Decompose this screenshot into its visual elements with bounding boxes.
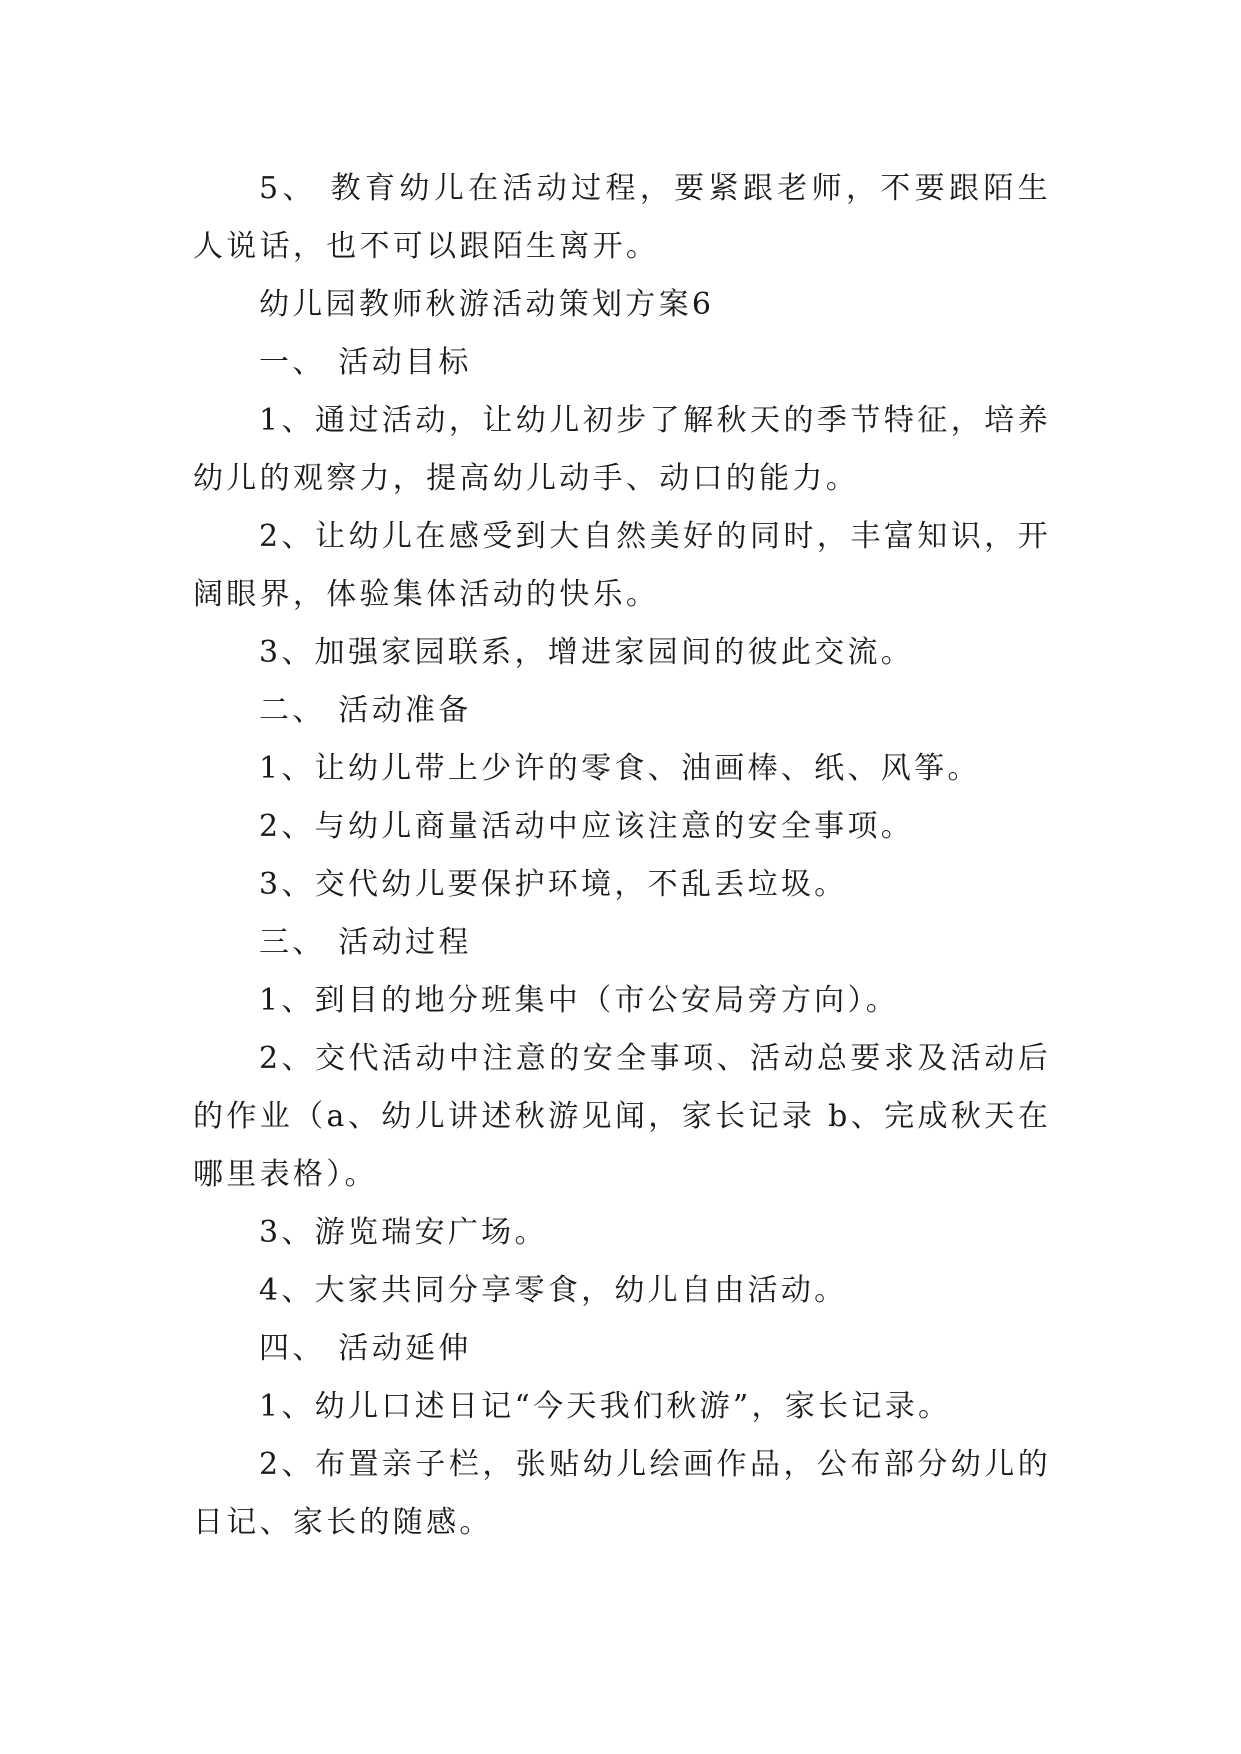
section-heading-process: 三、 活动过程 [259, 925, 472, 960]
section-heading-preparation: 二、 活动准备 [259, 693, 472, 728]
goal-item-3: 3、加强家园联系，增进家园间的彼此交流。 [259, 635, 915, 670]
process-item-4: 4、大家共同分享零食，幼儿自由活动。 [259, 1273, 848, 1308]
process-item-2: 2、交代活动中注意的安全事项、活动总要求及活动后的作业（a、幼儿讲述秋游见闻，家长记录 b、完成秋天在哪里表格）。 [193, 1041, 1051, 1192]
preparation-item-3: 3、交代幼儿要保护环境，不乱丢垃圾。 [259, 867, 848, 902]
preparation-item-2: 2、与幼儿商量活动中应该注意的安全事项。 [259, 809, 915, 844]
plan-title: 幼儿园教师秋游活动策划方案6 [259, 287, 715, 322]
section-heading-goals: 一、 活动目标 [259, 345, 472, 380]
process-item-3: 3、游览瑞安广场。 [259, 1215, 548, 1250]
document-page [193, 160, 1051, 1552]
section-heading-extension: 四、 活动延伸 [259, 1331, 472, 1366]
process-item-1: 1、到目的地分班集中（市公安局旁方向）。 [259, 983, 900, 1018]
paragraph-safety-reminder: 5、 教育幼儿在活动过程，要紧跟老师，不要跟陌生人说话，也不可以跟陌生离开。 [193, 171, 1051, 264]
extension-item-1: 1、幼儿口述日记“今天我们秋游”，家长记录。 [259, 1389, 952, 1424]
extension-item-2: 2、布置亲子栏，张贴幼儿绘画作品，公布部分幼儿的日记、家长的随感。 [193, 1447, 1051, 1540]
goal-item-2: 2、让幼儿在感受到大自然美好的同时，丰富知识，开阔眼界，体验集体活动的快乐。 [193, 519, 1051, 612]
preparation-item-1: 1、让幼儿带上少许的零食、油画棒、纸、风筝。 [259, 751, 981, 786]
goal-item-1: 1、通过活动，让幼儿初步了解秋天的季节特征，培养幼儿的观察力，提高幼儿动手、动口的能力。 [193, 403, 1051, 496]
